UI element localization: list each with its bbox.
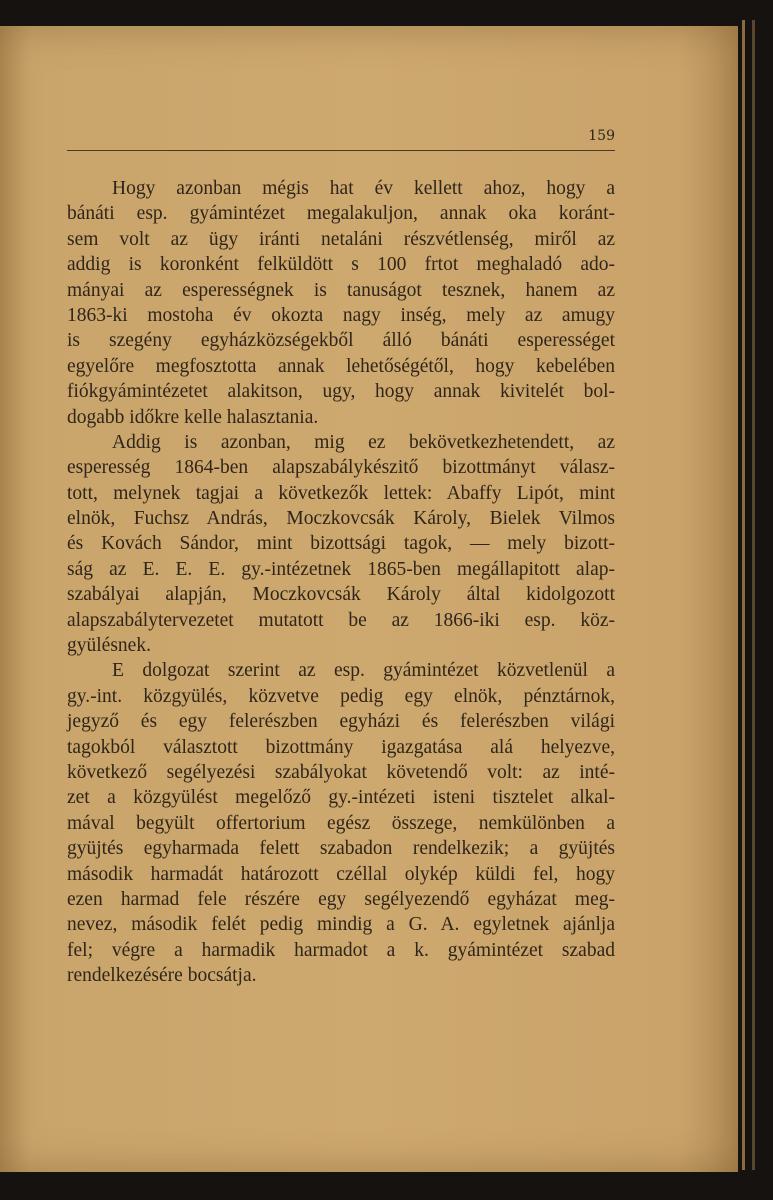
page-edge (752, 20, 755, 1170)
text-line: Hogy azonban mégis hat év kellett ahoz, hogy a (112, 178, 615, 199)
running-header (67, 130, 615, 151)
text-line: E dolgozat szerint az esp. gyámintézet közvetlenül a (112, 660, 615, 682)
page-edge (742, 20, 745, 1170)
text-line: és Kovách Sándor, mint bizottsági tagok, — mely bizott- (67, 533, 615, 555)
body-text (67, 176, 615, 989)
text-line: gyülésnek. (67, 635, 151, 657)
text-line: mával begyült offertorium egész összege, nemkülönben a (67, 812, 615, 834)
page-number: 159 (588, 128, 615, 144)
text-line: következő segélyezési szabályokat követendő volt: az inté- (67, 761, 615, 783)
text-line: zet a közgyülést megelőző gy.-intézeti isteni tisztelet alkal- (67, 787, 615, 809)
paragraph (67, 176, 615, 430)
text-line: gy.-int. közgyülés, közvetve pedig egy elnök, pénztárnok, (67, 685, 615, 707)
text-line: egyelőre megfosztotta annak lehetőségétől, hogy kebelében (67, 355, 615, 377)
text-line: Addig is azonban, mig ez bekövetkezhetendett, az (112, 431, 615, 453)
text-line: bánáti esp. gyámintézet megalakuljon, annak oka koránt- (67, 203, 615, 225)
text-line: dogabb időkre kelle halasztania. (67, 406, 319, 428)
text-line: elnök, Fuchsz András, Moczkovcsák Károly, Bielek Vilmos (67, 508, 615, 530)
text-line: tott, melynek tagjai a következők lettek: Abaffy Lipót, mint (67, 482, 615, 504)
text-line: fiókgyámintézetet alakitson, ugy, hogy annak kivitelét bol- (67, 381, 615, 403)
text-line: rendelkezésére bocsátja. (67, 965, 257, 987)
text-line: mányai az esperességnek is tanuságot tesznek, hanem az (67, 279, 615, 301)
paragraph (67, 658, 615, 988)
text-line: gyüjtés egyharmada felett szabadon rendelkezik; a gyüjtés (67, 838, 615, 860)
text-line: esperesség 1864-ben alapszabálykészitő bizottmányt válasz- (67, 457, 615, 479)
text-line: is szegény egyházközségekből álló bánáti esperességet (67, 330, 615, 352)
paragraph (67, 430, 615, 659)
book-page (0, 26, 738, 1172)
text-line: addig is koronként felküldött s 100 frtot meghaladó ado- (67, 254, 615, 276)
text-line: ezen harmad fele részére egy segélyezendő egyházat meg- (67, 888, 615, 910)
text-line: alapszabálytervezetet mutatott be az 1866-iki esp. köz- (67, 609, 615, 631)
text-line: tagokból választott bizottmány igazgatása alá helyezve, (67, 736, 615, 758)
text-line: sem volt az ügy iránti netaláni részvétlenség, miről az (67, 228, 615, 250)
text-line: jegyző és egy felerészben egyházi és felerészben világi (67, 711, 615, 733)
text-line: ság az E. E. E. gy.-intézetnek 1865-ben megállapitott alap- (67, 558, 615, 580)
text-line: fel; végre a harmadik harmadot a k. gyámintézet szabad (67, 939, 615, 961)
text-line: szabályai alapján, Moczkovcsák Károly által kidolgozott (67, 584, 615, 606)
text-line: nevez, második felét pedig mindig a G. A. egyletnek ajánlja (67, 914, 615, 936)
text-line: második harmadát határozott czéllal olykép küldi fel, hogy (67, 863, 615, 885)
text-line: 1863-ki mostoha év okozta nagy inség, mely az amugy (67, 304, 615, 326)
